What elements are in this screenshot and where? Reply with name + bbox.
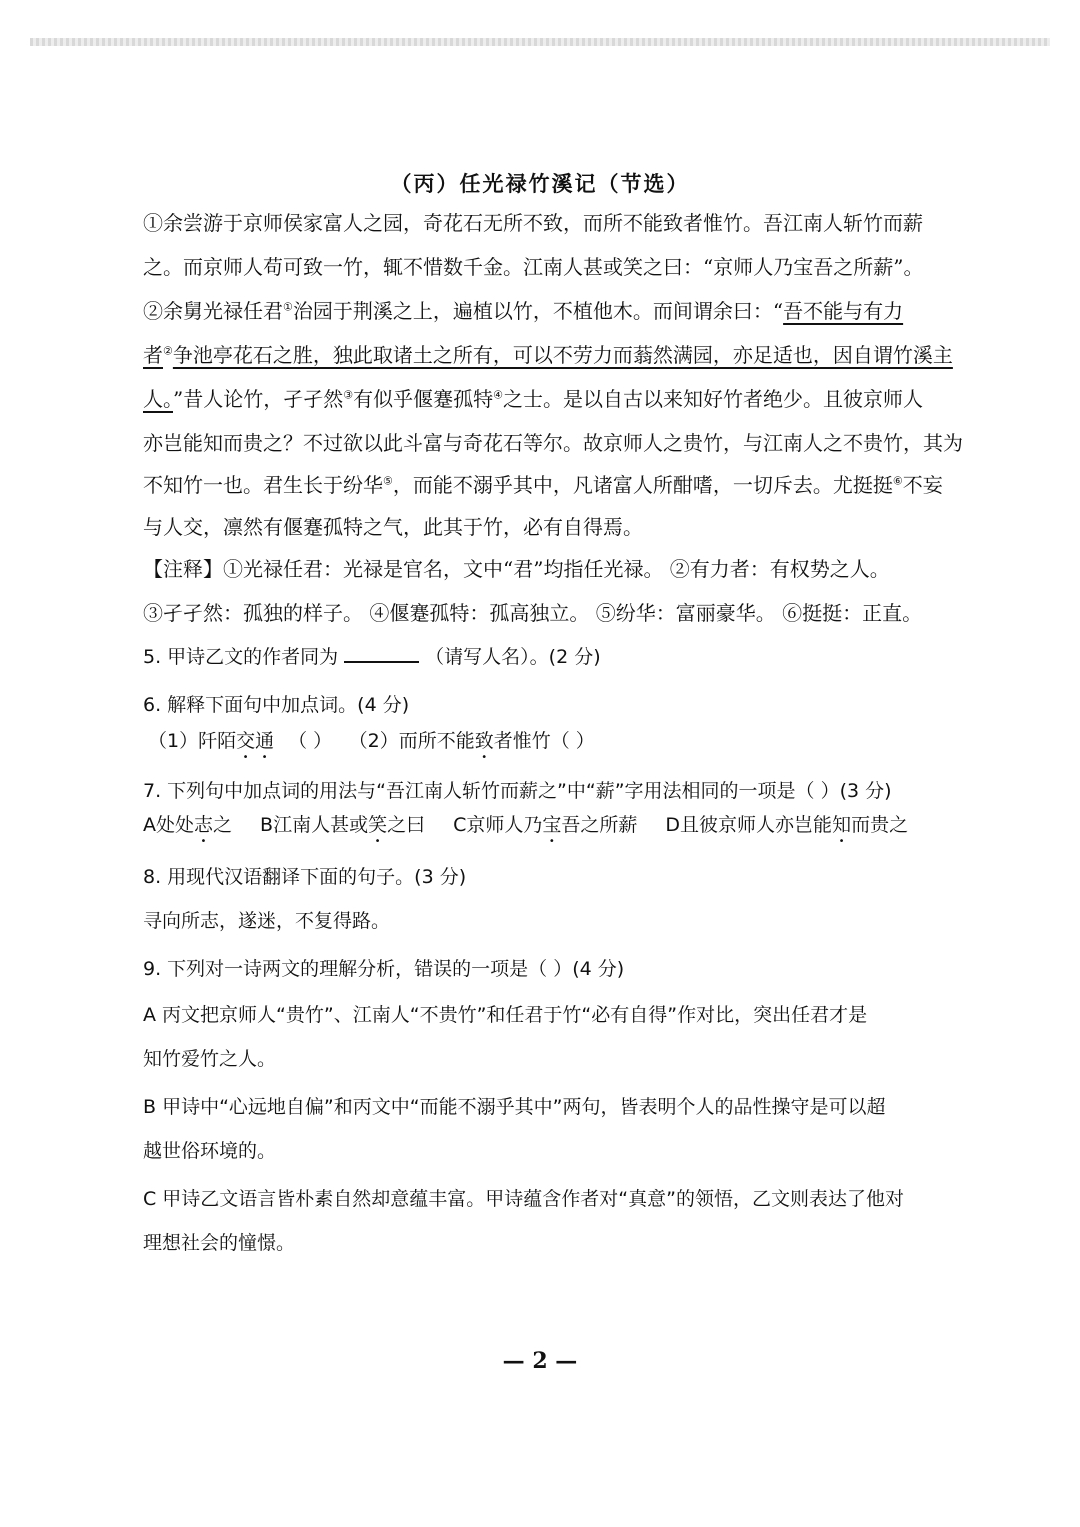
notes-line1: 【注释】①光禄任君：光禄是官名，文中“君”均指任光禄。 ②有力者：有权势之人。	[143, 557, 890, 581]
option-d[interactable]	[665, 814, 908, 836]
text-segment: 不知竹一也。君生长于纷华	[143, 473, 383, 497]
question-text: （1）阡陌	[148, 730, 237, 752]
text-segment: 之士。是以自古以来知好竹者绝少。且彼京师人	[502, 387, 923, 411]
answer-blank[interactable]	[344, 643, 419, 663]
text-segment: ②余舅光禄任君	[143, 299, 283, 323]
notes-line2: ③孑孑然：孤独的样子。 ④偃蹇孤特：孤高独立。 ⑤纷华：富丽豪华。 ⑥挺挺：正直。	[143, 601, 923, 625]
underlined-text: 者	[143, 343, 163, 367]
page-number: — 2 —	[502, 1348, 578, 1374]
option-b[interactable]	[260, 814, 425, 836]
question-7: 7. 下列句中加点词的用法与“吾江南人斩竹而薪之”中“薪”字用法相同的一项是（ ）(3 分)	[143, 780, 892, 802]
dotted-word: 致	[474, 730, 494, 752]
footnote-mark: ①	[283, 300, 293, 314]
dotted-word: 交通	[236, 730, 275, 752]
question-8-sentence: 寻向所志，遂迷，不复得路。	[143, 910, 391, 932]
footnote-mark: ②	[163, 344, 173, 358]
underlined-text: 人。	[143, 387, 173, 411]
question-6-items	[148, 726, 595, 763]
question-7-options	[143, 810, 908, 847]
option-a-line2: 知竹爱竹之人。	[143, 1048, 277, 1070]
option-c-line1[interactable]: C 甲诗乙文语言皆朴素自然却意蕴丰富。甲诗蕴含作者对“真意”的领悟，乙文则表达了他对	[143, 1188, 904, 1210]
dotted-word: 笑	[368, 814, 388, 836]
option-text: B江南人甚或	[260, 814, 369, 836]
passage-title: （丙）任光禄竹溪记（节选）	[390, 171, 690, 196]
dotted-word: 宝	[542, 814, 562, 836]
question-9: 9. 下列对一诗两文的理解分析，错误的一项是（ ）(4 分)	[143, 958, 625, 980]
text-segment: ，而能不溺乎其中，凡诸富人所酣嗜，一切斥去。尤挺挺	[392, 473, 893, 497]
text-segment: 治园于荆溪之上，遍植以竹，不植他木。而间谓余曰：“	[292, 299, 784, 323]
passage-p1-line1: ①余尝游于京师侯家富人之园，奇花石无所不致，而所不能致者惟竹。吾江南人斩竹而薪	[143, 211, 923, 235]
option-c[interactable]	[453, 814, 637, 836]
scan-edge	[30, 38, 1050, 46]
question-text: （2）而所不能	[358, 730, 475, 752]
text-segment: 不妄	[902, 473, 943, 497]
option-a-line1[interactable]: A 丙文把京师人“贵竹”、江南人“不贵竹”和任君于竹“必有自得”作对比，突出任君才是	[143, 1004, 868, 1026]
option-text: 之	[213, 814, 233, 836]
footnote-mark: ⑥	[892, 474, 903, 488]
passage-p2-line4: 亦岂能知而贵之？不过欲以此斗富与奇花石等尔。故京师人之贵竹，与江南人之不贵竹，其为	[143, 431, 963, 455]
question-6: 6. 解释下面句中加点词。(4 分)	[143, 694, 410, 716]
option-text: C京师人乃	[453, 814, 543, 836]
option-c-line2: 理想社会的憧憬。	[143, 1232, 296, 1254]
option-a[interactable]	[143, 814, 232, 836]
question-5	[143, 642, 601, 672]
footnote-mark: ⑤	[383, 474, 393, 488]
passage-p2-line5	[143, 470, 943, 500]
passage-p1-line2: 之。而京师人苟可致一竹，辄不惜数千金。江南人甚或笑之曰：“京师人乃宝吾之所薪”。	[143, 255, 924, 279]
passage-p2-line1	[143, 296, 903, 326]
passage-p2-line3	[143, 384, 923, 414]
option-text: 吾之所薪	[561, 814, 638, 836]
passage-p2-line6: 与人交，凛然有偃蹇孤特之气，此其于竹，必有自得焉。	[143, 515, 643, 539]
question-text: 者惟竹（ ）	[493, 730, 595, 752]
footnote-mark: ③	[343, 388, 354, 402]
question-8: 8. 用现代汉语翻译下面的句子。(3 分)	[143, 866, 467, 888]
passage-p2-line2	[143, 340, 953, 370]
dotted-word: 志	[194, 814, 214, 836]
option-text: A处处	[143, 814, 194, 836]
question-text: 5. 甲诗乙文的作者同为	[143, 646, 339, 668]
answer-paren[interactable]: （ ）	[288, 730, 333, 752]
underlined-text: 吾不能与有力	[783, 299, 904, 323]
option-b-line1[interactable]: B 甲诗中“心远地自偏”和丙文中“而能不溺乎其中”两句，皆表明个人的品性操守是可以超	[143, 1096, 886, 1118]
text-segment: 有似乎偃蹇孤特	[353, 387, 494, 411]
option-b-line2: 越世俗环境的。	[143, 1140, 277, 1162]
option-text: 之曰	[387, 814, 426, 836]
question-text: （请写人名）。(2 分)	[425, 646, 601, 668]
dotted-word: 知	[832, 814, 852, 836]
option-text: D且彼京师人亦岂能	[665, 814, 833, 836]
option-text: 而贵之	[851, 814, 909, 836]
text-segment: ”昔人论竹，孑孑然	[173, 387, 344, 411]
footnote-mark: ④	[493, 388, 503, 402]
underlined-text: 争池亭花石之胜，独此取诸土之所有，可以不劳力而蓊然满园，亦足适也，因自谓竹溪主	[172, 343, 953, 367]
